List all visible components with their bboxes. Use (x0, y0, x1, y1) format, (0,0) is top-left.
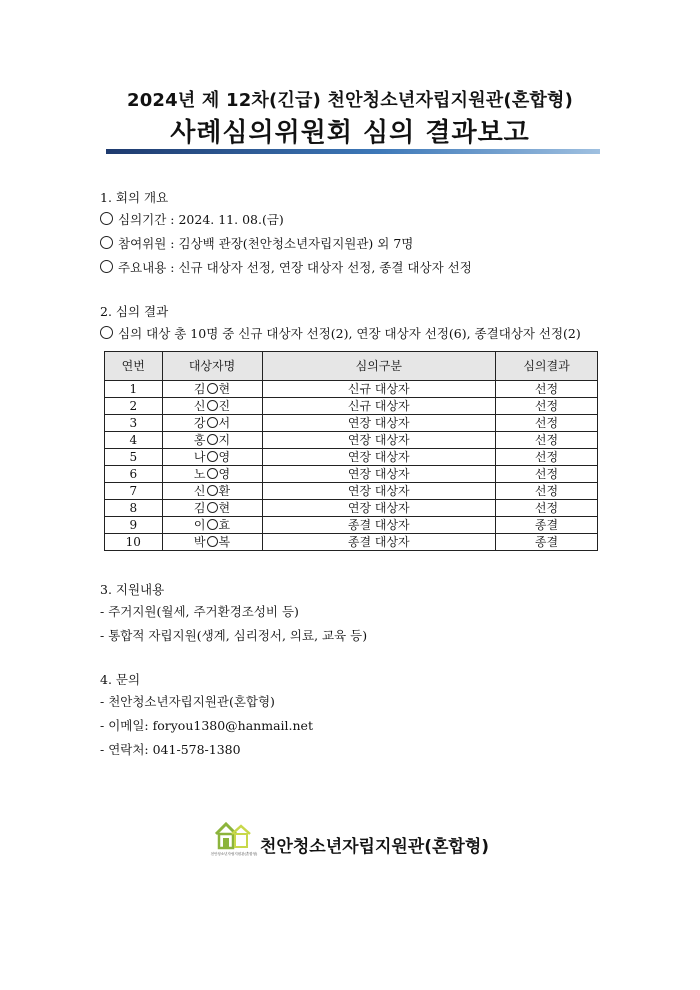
masked-circle-icon (207, 536, 218, 547)
header-type: 심의구분 (262, 352, 495, 381)
name-last: 현 (218, 382, 231, 396)
name-first: 김 (193, 501, 206, 515)
footer-org-name: 천안청소년자립지원관(혼합형) (260, 837, 490, 857)
table-row (105, 466, 598, 483)
name-last: 현 (218, 501, 231, 515)
cell-result: 선정 (496, 415, 598, 432)
masked-circle-icon (207, 383, 218, 394)
cell-type: 연장 대상자 (262, 500, 495, 517)
cell-result: 선정 (496, 432, 598, 449)
circle-bullet-icon (100, 212, 113, 225)
name-first: 김 (193, 382, 206, 396)
cell-no: 5 (105, 449, 163, 466)
table-row (105, 398, 598, 415)
masked-circle-icon (207, 502, 218, 513)
table-header-row (105, 352, 598, 381)
cell-no: 8 (105, 500, 163, 517)
header-no: 연번 (105, 352, 163, 381)
table-row (105, 500, 598, 517)
header-name: 대상자명 (162, 352, 262, 381)
results-table (104, 351, 598, 551)
cell-result: 선정 (496, 500, 598, 517)
cell-name (162, 483, 262, 500)
section1-item: 참여위원 : 김상백 관장(천안청소년자립지원관) 외 7명 (100, 234, 413, 252)
table-row (105, 415, 598, 432)
cell-type: 연장 대상자 (262, 466, 495, 483)
name-first: 나 (193, 450, 206, 464)
section1-heading: 1. 회의 개요 (100, 190, 169, 205)
logo-small-text: 천안청소년자립지원관(혼합형) (210, 852, 258, 856)
name-last: 복 (218, 535, 231, 549)
circle-bullet-icon (100, 260, 113, 273)
cell-result: 선정 (496, 483, 598, 500)
name-first: 이 (193, 518, 206, 532)
table-row (105, 449, 598, 466)
cell-type: 연장 대상자 (262, 415, 495, 432)
cell-no: 3 (105, 415, 163, 432)
name-last: 효 (218, 518, 231, 532)
cell-no: 4 (105, 432, 163, 449)
header-result: 심의결과 (496, 352, 598, 381)
cell-name (162, 466, 262, 483)
cell-result: 선정 (496, 381, 598, 398)
contact-email: - 이메일: foryou1380@hanmail.net (100, 718, 313, 733)
table-row (105, 517, 598, 534)
table-row (105, 432, 598, 449)
masked-circle-icon (207, 519, 218, 530)
cell-name (162, 449, 262, 466)
cell-no: 1 (105, 381, 163, 398)
name-last: 지 (218, 433, 231, 447)
name-first: 노 (193, 467, 206, 481)
section1-item: 심의기간 : 2024. 11. 08.(금) (100, 210, 284, 228)
cell-name (162, 398, 262, 415)
contact-org: - 천안청소년자립지원관(혼합형) (100, 694, 275, 709)
name-first: 신 (193, 399, 206, 413)
section3-item: - 통합적 자립지원(생계, 심리정서, 의료, 교육 등) (100, 628, 368, 643)
cell-type: 신규 대상자 (262, 398, 495, 415)
name-first: 홍 (193, 433, 206, 447)
contact-phone: - 연락처: 041-578-1380 (100, 742, 241, 757)
masked-circle-icon (207, 400, 218, 411)
name-last: 영 (218, 450, 231, 464)
section4-heading: 4. 문의 (100, 672, 141, 687)
cell-name (162, 415, 262, 432)
name-last: 영 (218, 467, 231, 481)
section2-heading: 2. 심의 결과 (100, 304, 169, 319)
table-row (105, 534, 598, 551)
cell-name (162, 534, 262, 551)
cell-no: 7 (105, 483, 163, 500)
cell-type: 연장 대상자 (262, 449, 495, 466)
section1-item: 주요내용 : 신규 대상자 선정, 연장 대상자 선정, 종결 대상자 선정 (100, 258, 472, 276)
table-row (105, 381, 598, 398)
cell-name (162, 381, 262, 398)
cell-name (162, 500, 262, 517)
cell-type: 연장 대상자 (262, 432, 495, 449)
document-title-line1: 2024년 제 12차(긴급) 천안청소년자립지원관(혼합형) (126, 90, 574, 111)
cell-type: 연장 대상자 (262, 483, 495, 500)
circle-bullet-icon (100, 326, 113, 339)
cell-no: 10 (105, 534, 163, 551)
name-last: 진 (218, 399, 231, 413)
cell-name (162, 517, 262, 534)
cell-result: 선정 (496, 398, 598, 415)
name-first: 신 (193, 484, 206, 498)
cell-no: 9 (105, 517, 163, 534)
name-first: 강 (193, 416, 206, 430)
cell-type: 종결 대상자 (262, 517, 495, 534)
cell-type: 신규 대상자 (262, 381, 495, 398)
table-row (105, 483, 598, 500)
masked-circle-icon (207, 434, 218, 445)
masked-circle-icon (207, 485, 218, 496)
masked-circle-icon (207, 417, 218, 428)
cell-result: 종결 (496, 517, 598, 534)
table-body (105, 381, 598, 551)
name-last: 서 (218, 416, 231, 430)
cell-no: 6 (105, 466, 163, 483)
masked-circle-icon (207, 451, 218, 462)
circle-bullet-icon (100, 236, 113, 249)
document-title-line2: 사례심의위원회 심의 결과보고 (170, 118, 530, 148)
section3-heading: 3. 지원내용 (100, 582, 165, 597)
section2-summary: 심의 대상 총 10명 중 신규 대상자 선정(2), 연장 대상자 선정(6), 종결대상자 선정(2) (100, 324, 581, 342)
cell-name (162, 432, 262, 449)
name-last: 환 (218, 484, 231, 498)
masked-circle-icon (207, 468, 218, 479)
name-first: 박 (193, 535, 206, 549)
cell-result: 선정 (496, 466, 598, 483)
organization-logo-icon (210, 820, 258, 866)
title-underline-bar (106, 149, 600, 154)
cell-result: 종결 (496, 534, 598, 551)
cell-result: 선정 (496, 449, 598, 466)
cell-no: 2 (105, 398, 163, 415)
section3-item: - 주거지원(월세, 주거환경조성비 등) (100, 604, 299, 619)
cell-type: 종결 대상자 (262, 534, 495, 551)
